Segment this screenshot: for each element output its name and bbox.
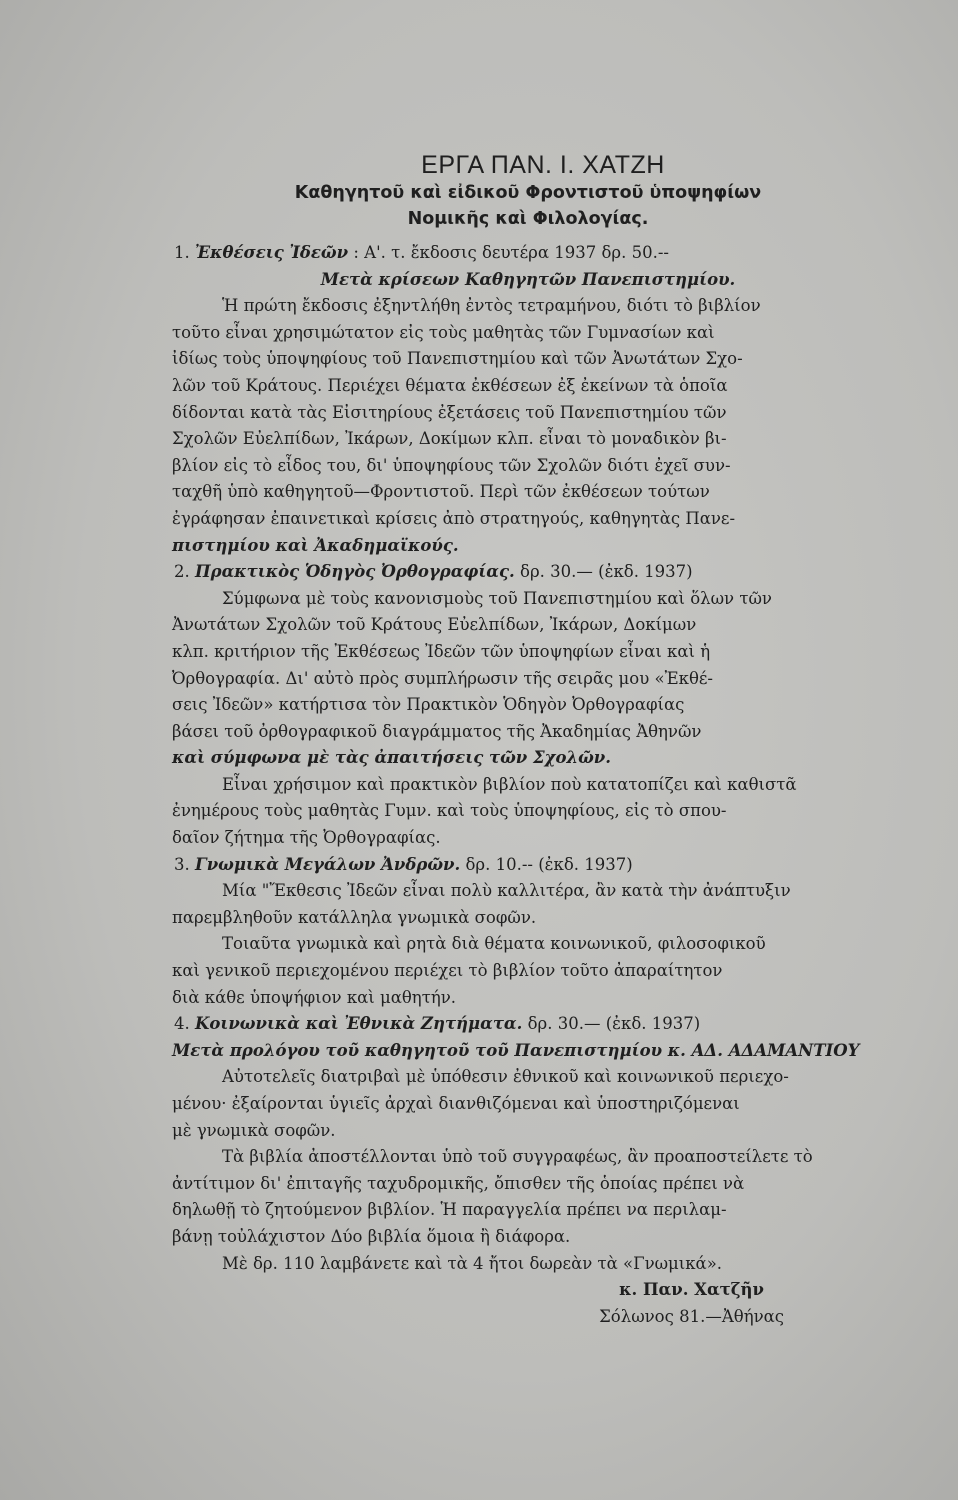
- book-entry-3: [172, 852, 884, 1012]
- book-entry-4: [172, 1011, 884, 1277]
- book-4-number: 4.: [174, 1014, 190, 1034]
- text-line: δαῖον ζήτημα τῆς Ὀρθογραφίας.: [172, 828, 441, 848]
- text-line: ἀντίτιμον δι' ἐπιταγῆς ταχυδρομικῆς, ὄπισθεν τῆς ὁποίας πρέπει νὰ: [172, 1173, 745, 1193]
- book-2-header: [174, 559, 884, 586]
- text-line: Τοιαῦτα γνωμικὰ καὶ ρητὰ διὰ θέματα κοινωνικοῦ, φιλοσοφικοῦ: [222, 934, 766, 954]
- book-1-details: : Α'. τ. ἔκδοσις δευτέρα 1937 δρ. 50.--: [353, 243, 669, 262]
- text-line: Εἶναι χρήσιμον καὶ πρακτικὸν βιβλίον ποὺ κατατοπίζει καὶ καθιστᾶ: [222, 774, 797, 794]
- text-line: ἰδίως τοὺς ὑποψηφίους τοῦ Πανεπιστημίου καὶ τῶν Ἀνωτάτων Σχο-: [172, 349, 743, 369]
- book-1-description: [172, 293, 884, 559]
- text-line: Σύμφωνα μὲ τοὺς κανονισμοὺς τοῦ Πανεπιστημίου καὶ ὅλων τῶν: [222, 588, 772, 608]
- text-line: Μὲ δρ. 110 λαμβάνετε καὶ τὰ 4 ἤτοι δωρεὰν τὰ «Γνωμικά».: [222, 1253, 723, 1273]
- book-3-description: [172, 878, 884, 1011]
- text-line: δηλωθῇ τὸ ζητούμενον βιβλίον. Ἡ παραγγελία πρέπει να περιλαμ-: [172, 1200, 727, 1220]
- signature-block: [172, 1277, 884, 1330]
- book-3-details: δρ. 10.-- (ἐκδ. 1937): [465, 854, 633, 874]
- heading-subtitle-1: Καθηγητοῦ καὶ εἰδικοῦ Φροντιστοῦ ὑποψηφίων: [294, 183, 762, 203]
- book-2-description: [172, 586, 884, 852]
- book-4-description: [172, 1064, 884, 1277]
- book-3-number: 3.: [174, 854, 190, 874]
- text-line: Αὐτοτελεῖς διατριβαὶ μὲ ὑπόθεσιν ἐθνικοῦ καὶ κοινωνικοῦ περιεχο-: [222, 1067, 789, 1087]
- heading-subtitle-2: Νομικῆς καὶ Φιλολογίας.: [407, 209, 649, 229]
- signature-name: κ. Παν. Χατζῆν: [619, 1280, 764, 1300]
- page-title: ΕΡΓΑ ΠΑΝ. Ι. ΧΑΤΖΗ: [421, 151, 665, 179]
- text-line: τοῦτο εἶναι χρησιμώτατον εἰς τοὺς μαθητὰς τῶν Γυμνασίων καὶ: [172, 322, 715, 342]
- text-line: ἐγράφησαν ἐπαινετικαὶ κρίσεις ἀπὸ στρατηγούς, καθηγητὰς Πανε-: [172, 508, 736, 528]
- book-3-header: [174, 852, 884, 879]
- text-line: μένου· ἐξαίρονται ὑγιεῖς ἀρχαὶ διανθιζόμεναι καὶ ὑποστηριζόμεναι: [172, 1094, 740, 1113]
- text-line: Σχολῶν Εὐελπίδων, Ἰκάρων, Δοκίμων κλπ. εἶναι τὸ μοναδικὸν βι-: [172, 429, 727, 449]
- text-line: ταχθῆ ὑπὸ καθηγητοῦ—Φροντιστοῦ. Περὶ τῶν ἐκθέσεων τούτων: [172, 482, 710, 502]
- text-line: διὰ κάθε ὑποψήφιον καὶ μαθητήν.: [172, 987, 456, 1007]
- book-2-title: Πρακτικὸς Ὁδηγὸς Ὀρθογραφίας.: [195, 562, 515, 582]
- book-4-header: [174, 1011, 884, 1038]
- book-1-header: [174, 240, 884, 267]
- book-2-number: 2.: [174, 562, 190, 582]
- text-line: βλίον εἰς τὸ εἶδος του, δι' ὑποψηφίους τῶν Σχολῶν διότι ἐχεῖ συν-: [172, 455, 731, 475]
- book-4-details: δρ. 30.— (ἐκδ. 1937): [527, 1014, 701, 1034]
- book-1-number: 1.: [174, 243, 190, 262]
- book-2-details: δρ. 30.— (ἐκδ. 1937): [520, 562, 693, 582]
- text-line: παρεμβληθοῦν κατάλληλα γνωμικὰ σοφῶν.: [172, 907, 537, 927]
- book-1-reviews-note: Μετὰ κρίσεων Καθηγητῶν Πανεπιστημίου.: [320, 269, 736, 289]
- book-1-title: Ἐκθέσεις Ἰδεῶν: [195, 243, 349, 262]
- text-line: ἐνημέρους τοὺς μαθητὰς Γυμν. καὶ τοὺς ὑποψηφίους, εἰς τὸ σπου-: [172, 801, 727, 821]
- text-line: λῶν τοῦ Κράτους. Περιέχει θέματα ἐκθέσεων ἐξ ἐκείνων τὰ ὁποῖα: [172, 375, 728, 395]
- signature-address: Σόλωνος 81.—Ἀθήνας: [599, 1306, 784, 1326]
- book-4-preface-note: Μετὰ προλόγου τοῦ καθηγητοῦ τοῦ Πανεπιστημίου κ. ΑΔ. ΑΔΑΜΑΝΤΙΟΥ: [172, 1040, 860, 1060]
- text-line: κλπ. κριτήριον τῆς Ἐκθέσεως Ἰδεῶν τῶν ὑποψηφίων εἶναι καὶ ἡ: [172, 641, 711, 661]
- book-4-title: Κοινωνικὰ καὶ Ἐθνικὰ Ζητήματα.: [195, 1014, 523, 1034]
- book-3-title: Γνωμικὰ Μεγάλων Ἀνδρῶν.: [195, 854, 461, 874]
- text-line: καὶ γενικοῦ περιεχομένου περιέχει τὸ βιβλίον τοῦτο ἀπαραίτητον: [172, 961, 723, 981]
- heading: [172, 150, 884, 232]
- document-body: [172, 150, 884, 1330]
- text-line: Τὰ βιβλία ἀποστέλλονται ὑπὸ τοῦ συγγραφέως, ἂν προαποστείλετε τὸ: [222, 1147, 813, 1167]
- text-line: σεις Ἰδεῶν» κατήρτισα τὸν Πρακτικὸν Ὁδηγὸν Ὀρθογραφίας: [172, 695, 685, 715]
- text-line: βάσει τοῦ ὀρθογραφικοῦ διαγράμματος τῆς Ἀκαδημίας Ἀθηνῶν: [172, 721, 702, 741]
- text-line: καὶ σύμφωνα μὲ τὰς ἀπαιτήσεις τῶν Σχολῶν.: [172, 748, 611, 768]
- text-line: Μία "Ἔκθεσις Ἰδεῶν εἶναι πολὺ καλλιτέρα, ἂν κατὰ τὴν ἀνάπτυξιν: [222, 881, 791, 901]
- text-line: μὲ γνωμικὰ σοφῶν.: [172, 1120, 336, 1140]
- text-line: βάνῃ τοὐλάχιστον Δύο βιβλία ὅμοια ἢ διάφορα.: [172, 1226, 571, 1246]
- text-line: Ἡ πρώτη ἔκδοσις ἐξηντλήθη ἐντὸς τετραμήνου, διότι τὸ βιβλίον: [222, 296, 761, 316]
- text-line: Ὀρθογραφία. Δι' αὐτὸ πρὸς συμπλήρωσιν τῆς σειρᾶς μου «Ἐκθέ-: [172, 668, 714, 688]
- text-line: πιστημίου καὶ Ἀκαδημαϊκούς.: [172, 535, 459, 555]
- book-entry-1: [172, 240, 884, 559]
- book-entry-2: [172, 559, 884, 852]
- text-line: Ἀνωτάτων Σχολῶν τοῦ Κράτους Εὐελπίδων, Ἰκάρων, Δοκίμων: [172, 615, 697, 635]
- text-line: δίδονται κατὰ τὰς Εἰσιτηρίους ἐξετάσεις τοῦ Πανεπιστημίου τῶν: [172, 402, 727, 422]
